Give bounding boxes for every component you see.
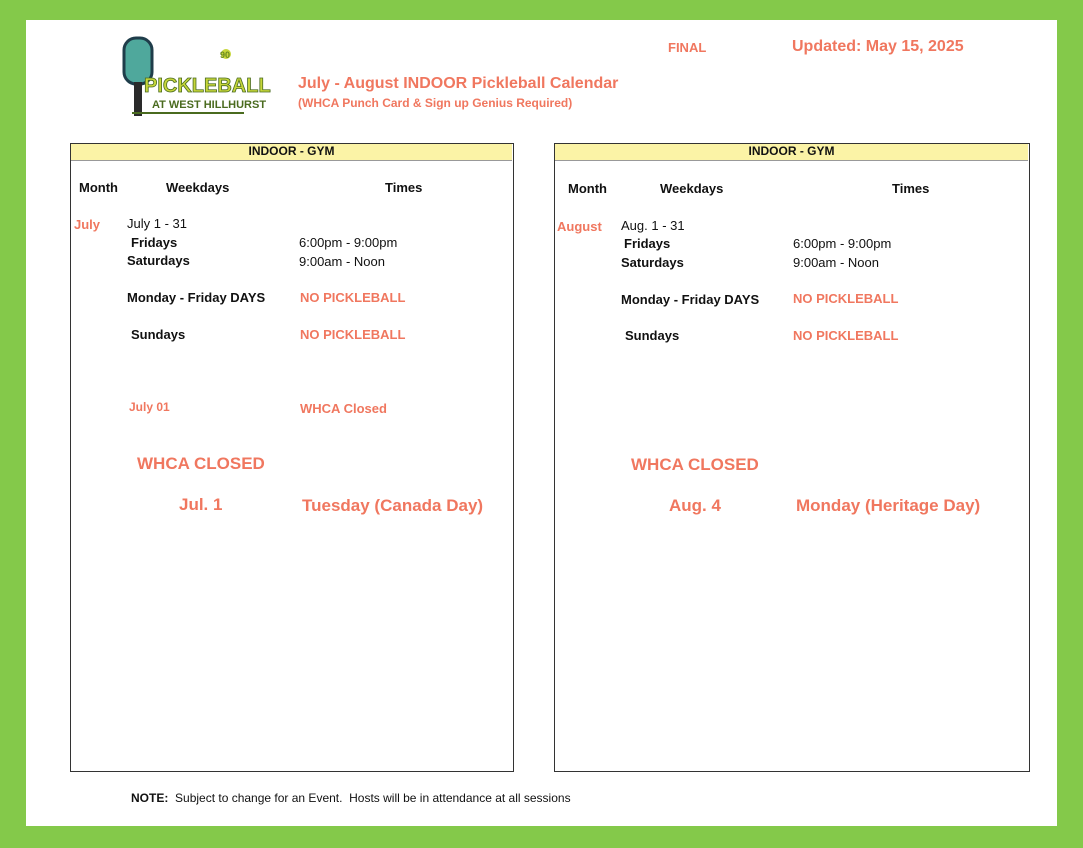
closed-heading: WHCA CLOSED [631, 455, 759, 474]
col-weekdays: Weekdays [660, 181, 724, 196]
svg-text:PICKLEBALL: PICKLEBALL [144, 75, 271, 97]
row-time: NO PICKLEBALL [300, 290, 406, 305]
closed-heading: WHCA CLOSED [137, 454, 265, 473]
date-range: July 1 - 31 [127, 216, 187, 231]
closed-description: Tuesday (Canada Day) [302, 496, 484, 515]
page-title: July - August INDOOR Pickleball Calendar [298, 75, 619, 92]
col-weekdays: Weekdays [166, 180, 230, 195]
svg-text:AT WEST HILLHURST: AT WEST HILLHURST [152, 99, 267, 111]
final-status: FINAL [668, 40, 707, 55]
row-time: NO PICKLEBALL [793, 328, 899, 343]
col-month: Month [568, 181, 607, 196]
col-month: Month [79, 180, 118, 195]
closure-text: WHCA Closed [300, 401, 387, 416]
note-label: NOTE: [131, 791, 169, 805]
closed-date: Jul. 1 [179, 495, 223, 514]
row-day: Monday - Friday DAYS [127, 290, 266, 305]
row-time: NO PICKLEBALL [793, 291, 899, 306]
month-label: July [74, 217, 101, 232]
month-label: August [557, 219, 602, 234]
july-panel [70, 143, 514, 772]
row-day: Saturdays [127, 253, 190, 268]
col-times: Times [892, 181, 930, 196]
row-time: 9:00am - Noon [299, 254, 385, 269]
footer-note [131, 791, 571, 805]
row-time: NO PICKLEBALL [300, 327, 406, 342]
pickleball-logo [118, 36, 271, 122]
row-time: 6:00pm - 9:00pm [793, 236, 892, 251]
date-range: Aug. 1 - 31 [621, 218, 685, 233]
row-time: 6:00pm - 9:00pm [299, 235, 398, 250]
august-panel [554, 143, 1030, 772]
row-day: Fridays [624, 236, 671, 251]
svg-text:90: 90 [220, 50, 231, 60]
page-subtitle: (WHCA Punch Card & Sign up Genius Required) [298, 96, 573, 110]
panel-heading: INDOOR - GYM [71, 144, 512, 161]
closed-description: Monday (Heritage Day) [796, 496, 981, 515]
row-time: 9:00am - Noon [793, 255, 879, 270]
row-day: Fridays [131, 235, 178, 250]
closed-date: Aug. 4 [669, 496, 721, 515]
panel-heading: INDOOR - GYM [555, 144, 1028, 161]
col-times: Times [385, 180, 423, 195]
updated-date: Updated: May 15, 2025 [792, 38, 964, 55]
row-day: Saturdays [621, 255, 684, 270]
row-day: Sundays [131, 327, 186, 342]
note-text: Subject to change for an Event. Hosts will be in attendance at all sessions [168, 791, 571, 805]
row-day: Sundays [625, 328, 680, 343]
paddle-icon [118, 36, 271, 122]
row-day: Monday - Friday DAYS [621, 292, 760, 307]
closure-date: July 01 [129, 400, 170, 414]
